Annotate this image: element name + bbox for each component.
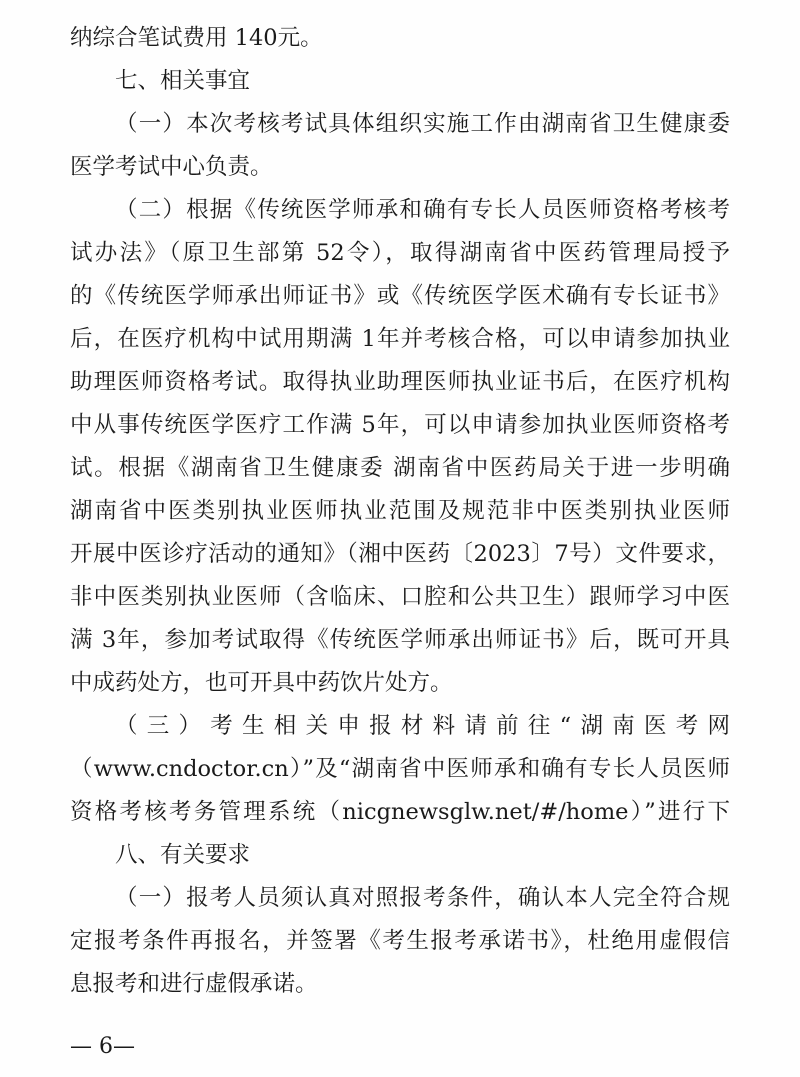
text-line-19: 资格考核考务管理系统（nicgnewsglw.net/#/home）”进行下 [70,799,730,825]
text-line-21: （一）报考人员须认真对照报考条件，确认本人完全符合规 [115,885,730,911]
text-line-5: （二）根据《传统医学师承和确有专长人员医师资格考核考 [115,197,730,223]
text-line-3: （一）本次考核考试具体组织实施工作由湖南省卫生健康委 [115,111,730,137]
text-line-12: 湖南省中医类别执业医师执业范围及规范非中医类别执业医师 [70,498,730,524]
text-line-7: 的《传统医学师承出师证书》或《传统医学医术确有专长证书》 [70,283,730,309]
text-line-16: 中成药处方，也可开具中药饮片处方。 [70,670,453,696]
text-line-10: 中从事传统医学医疗工作满 5年，可以申请参加执业医师资格考 [70,412,730,438]
section-heading-8: 八、有关要求 [115,842,251,868]
text-line-22: 定报考条件再报名，并签署《考生报考承诺书》，杜绝用虚假信 [70,928,730,954]
text-line-11: 试。根据《湖南省卫生健康委 湖南省中医药局关于进一步明确 [70,455,730,481]
text-line-17: （三）考生相关申报材料请前往“湖南医考网 [115,713,730,739]
text-line-1: 纳综合笔试费用 140元。 [70,25,323,51]
text-line-9: 助理医师资格考试。取得执业助理医师执业证书后，在医疗机构 [70,369,730,395]
text-line-18: （www.cndoctor.cn）”及“湖南省中医师承和确有专长人员医师 [70,756,730,782]
text-line-8: 后，在医疗机构中试用期满 1年并考核合格，可以申请参加执业 [70,326,730,352]
text-line-4: 医学考试中心负责。 [70,154,273,180]
text-line-6: 试办法》（原卫生部第 52令），取得湖南省中医药管理局授予 [70,240,730,266]
text-line-15: 满 3年，参加考试取得《传统医学师承出师证书》后，既可开具 [70,627,730,653]
page-number: — 6— [70,1034,135,1059]
text-line-14: 非中医类别执业医师（含临床、口腔和公共卫生）跟师学习中医 [70,584,730,610]
section-heading-7: 七、相关事宜 [115,68,251,94]
text-line-23: 息报考和进行虚假承诺。 [70,971,318,997]
text-line-13: 开展中医诊疗活动的通知》（湘中医药〔2023〕7号）文件要求， [70,541,730,567]
